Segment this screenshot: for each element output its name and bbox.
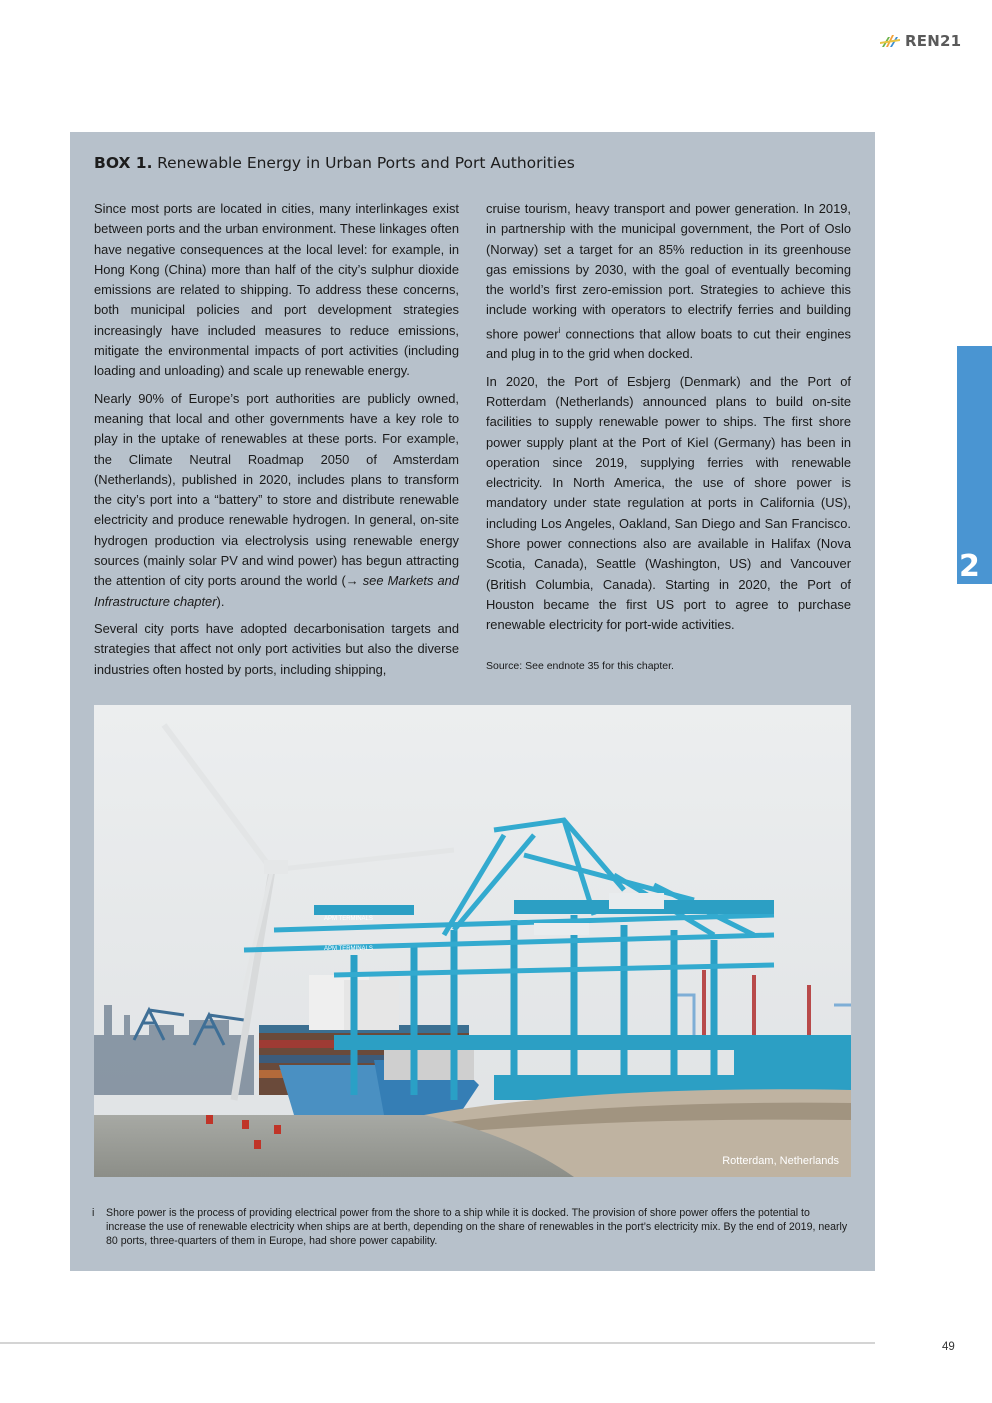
crane-label: APM TERMINALS bbox=[324, 946, 373, 952]
arrow-icon: → bbox=[345, 573, 363, 589]
footnote-text: Shore power is the process of providing electrical power from the shore to a ship while it is docked. The provision of shore power offers the potential to increase the use of renewable electricity when ships are at berth, depending on the share of renewables in the port’s electricity mix. By the end of 2019, nearly 80 ports, three-quarters of them in Europe, had shore power capability. bbox=[106, 1207, 848, 1247]
crane-label: APM TERMINALS bbox=[324, 916, 373, 922]
ren21-logo-mark-icon bbox=[880, 33, 902, 49]
chapter-link[interactable]: see Markets and Infrastructure chapter bbox=[94, 573, 459, 609]
photo-caption: Rotterdam, Netherlands bbox=[722, 1155, 839, 1167]
paragraph: Nearly 90% of Europe’s port authorities are publicly owned, meaning that local and other governments have a key role to play in the uptake of renewables at these ports. For example, the Climate Neutral Roadmap 2050 of Amsterdam (Netherlands), published in 2020, includes plans to transform the city’s port into a “battery” to store and distribute renewable electricity and produce renewable hydrogen. In general, on-site hydrogen production via electrolysis using renewable energy sources (mainly solar PV and wind power) has begun attracting the attention of city ports around the world (→ see Markets and Infrastructure chapter). bbox=[94, 390, 459, 609]
footnote-mark: i bbox=[92, 1207, 95, 1219]
chapter-tab[interactable] bbox=[957, 346, 992, 584]
logo-text: REN21 bbox=[905, 32, 962, 50]
port-photo bbox=[94, 705, 851, 1177]
bottom-rule bbox=[0, 1342, 875, 1344]
source-note: Source: See endnote 35 for this chapter. bbox=[486, 659, 674, 672]
paragraph: Since most ports are located in cities, many interlinkages exist between ports and the urban environment. These linkages often have negative consequences at the local level: for example, in Hong Kong (China) more than half of the city’s sulphur dioxide emissions are related to shipping. To address these concerns, both municipal policies and port development strategies increasingly have included measures to reduce emissions, mitigate the environmental impacts of port activities (including loading and unloading) and scale up renewable energy. bbox=[94, 201, 459, 379]
chapter-number: 2 bbox=[959, 549, 980, 584]
right-column bbox=[486, 199, 851, 683]
box-panel bbox=[70, 132, 875, 1271]
port-illustration bbox=[94, 705, 851, 1177]
footnote bbox=[92, 1206, 852, 1248]
paragraph: In 2020, the Port of Esbjerg (Denmark) and the Port of Rotterdam (Netherlands) announced plans to build on-site facilities to supply renewable power to ships. The first shore power supply plant at the Port of Kiel (Germany) has been in operation since 2019, supplying ferries with renewable electricity. In North America, the use of shore power is mandatory under state regulation at ports in California (US), including Los Angeles, Oakland, San Diego and San Francisco. Shore power connections also are available in Halifax (Nova Scotia, Canada), Seattle (Washington, US) and Vancouver (British Columbia, Canada). Starting in 2020, the Port of Houston became the first US port to agree to purchase renewable electricity for port-wide activities. bbox=[486, 373, 851, 633]
box-label: BOX 1. bbox=[94, 154, 153, 172]
footnote-ref[interactable]: i bbox=[558, 325, 561, 335]
page-number: 49 bbox=[942, 1341, 955, 1353]
box-heading: Renewable Energy in Urban Ports and Port Authorities bbox=[157, 154, 575, 172]
paragraph: Several city ports have adopted decarbonisation targets and strategies that affect not only port activities but also the diverse industries often hosted by ports, including shipping, bbox=[94, 620, 459, 677]
ren21-logo bbox=[880, 32, 961, 50]
left-column bbox=[94, 199, 459, 687]
paragraph: cruise tourism, heavy transport and power generation. In 2019, in partnership with the municipal government, the Port of Oslo (Norway) set a target for an 85% reduction in its greenhouse gas emissions by 2030, with the goal of eventually becoming the world’s first zero-emission port. Strategies to achieve this include working with operators to electrify ferries and building shore power$^i$ connections that allow boats to cut their engines and plug in to the grid when docked. bbox=[486, 201, 852, 362]
box-title bbox=[94, 154, 575, 173]
